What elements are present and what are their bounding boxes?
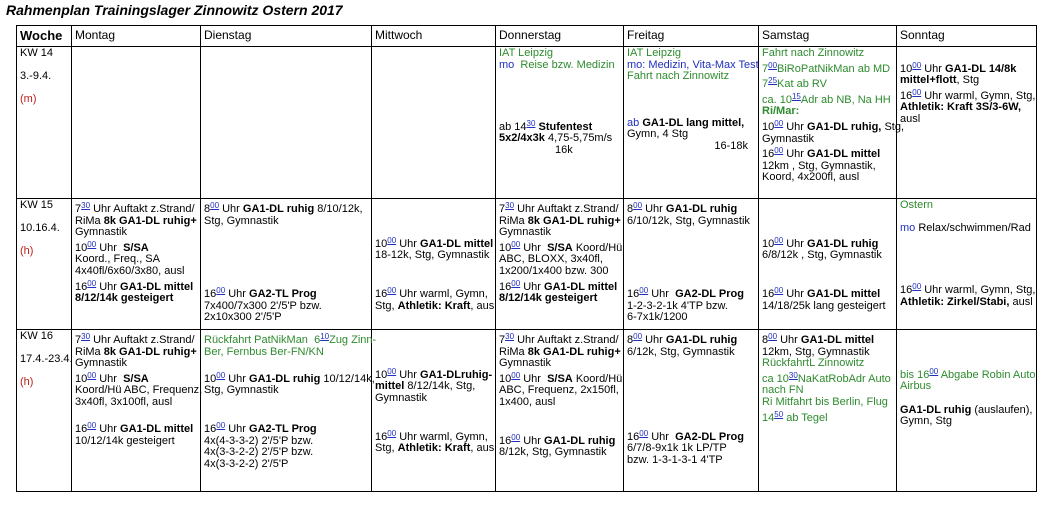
- cell-line: mo: [900, 222, 916, 235]
- cell-line: 00: [929, 366, 939, 376]
- cell-line: 2x10x300 2'/5'P: [204, 311, 282, 324]
- cell-line: Fahrt nach Zinnowitz: [762, 47, 865, 59]
- cell-line: Gymnastik: [75, 226, 127, 239]
- cell-sonntag: [897, 330, 1037, 492]
- cell-line: 16k: [555, 143, 573, 156]
- cell-line: RiMa: [75, 345, 101, 358]
- cell-line: 00: [768, 332, 778, 341]
- cell-line: Uhr: [780, 334, 798, 346]
- cell-montag: [72, 199, 201, 330]
- cell-line: Uhr: [399, 368, 417, 381]
- cell-line: GA1-DL ruhig: [242, 203, 315, 215]
- cell-line: GA1-DL ruhig: [807, 237, 879, 250]
- cell-line: Ostern: [900, 199, 934, 211]
- cell-line: GA1-DL mittel: [807, 148, 881, 161]
- cell-line: S/SA: [123, 372, 149, 385]
- cell-mittwoch: [372, 199, 496, 330]
- cell-line: 10: [75, 241, 88, 254]
- week-label: KW 14: [20, 47, 54, 59]
- cell-line: 8/12k, Stg, Gymnastik: [499, 446, 607, 459]
- cell-line: 1x400, ausl: [499, 395, 556, 408]
- cell-line: 10: [900, 62, 913, 75]
- cell-line: 16: [204, 288, 217, 301]
- cell-sonntag: [897, 47, 1037, 199]
- cell-line: 00: [774, 286, 784, 296]
- cell-line: mo: [499, 58, 515, 71]
- cell-line: , ausl: [470, 299, 497, 312]
- cell-line: 00: [387, 428, 397, 438]
- cell-line: GA1-DL ruhig: [665, 203, 738, 215]
- cell-line: 4x(3-3-2-2) 2'/5'P: [204, 457, 289, 470]
- week-dates: 10.16.4.: [20, 222, 60, 235]
- cell-line: ab: [627, 116, 640, 129]
- table-row: [17, 47, 1037, 199]
- cell-line: Uhr: [651, 288, 669, 301]
- cell-line: 00: [216, 286, 226, 296]
- cell-line: Gymnastik: [75, 357, 127, 370]
- cell-line: 30: [526, 118, 536, 128]
- cell-line: 7x400/7x300 2'/5'P bzw.: [204, 299, 322, 312]
- cell-line: 8k GA1-DL ruhig+: [527, 214, 621, 227]
- cell-line: 1x200/1x400 bzw. 300: [499, 264, 609, 277]
- cell-line: 16: [375, 288, 388, 301]
- cell-line: 00: [87, 239, 97, 249]
- cell-line: 16: [900, 284, 913, 297]
- cell-line: 4x40fl/6x60/3x80, ausl: [75, 264, 185, 277]
- cell-line: GA2-TL Prog: [249, 423, 317, 436]
- week-dates: 3.-9.4.: [20, 70, 52, 83]
- cell-samstag: [759, 47, 905, 199]
- cell-line: ABC, BLOXX, 3x40fl,: [499, 253, 603, 266]
- cell-line: (auslaufen),: [974, 403, 1033, 416]
- cell-line: 16: [75, 423, 88, 436]
- cell-line: 16: [762, 288, 775, 301]
- cell-line: S/SA: [123, 241, 149, 254]
- cell-line: Fahrt nach Zinnowitz: [627, 70, 730, 83]
- training-plan-table: [16, 25, 1037, 492]
- cell-line: ab Tegel: [786, 411, 828, 424]
- cell-line: 30: [788, 370, 798, 380]
- cell-line: 10: [204, 372, 217, 385]
- cell-line: 7: [762, 62, 769, 75]
- cell-line: 10: [75, 372, 88, 385]
- cell-line: Zug Zinn-: [329, 334, 377, 346]
- cell-line: GA1-DL 14/8k: [945, 62, 1017, 75]
- cell-line: 8k GA1-DL ruhig+: [103, 214, 197, 227]
- cell-line: Uhr: [523, 241, 541, 254]
- cell-line: 00: [387, 366, 397, 376]
- cell-line: Reise bzw. Medizin: [520, 58, 615, 71]
- cell-line: Uhr: [99, 241, 117, 254]
- cell-line: Koord/Hü ABC, Frequenz,: [75, 384, 203, 397]
- cell-line: IAT Leipzig: [627, 47, 682, 59]
- cell-line: 8: [627, 203, 634, 215]
- cell-samstag: [759, 199, 897, 330]
- cell-mittwoch: [372, 330, 496, 492]
- header-row: [17, 26, 1037, 47]
- cell-line: 00: [87, 421, 97, 431]
- cell-line: 14: [762, 411, 775, 424]
- cell-line: S/SA: [547, 241, 573, 254]
- cell-line: 00: [511, 432, 521, 442]
- cell-line: Airbus: [900, 380, 932, 393]
- cell-line: 1-2-3-2-1k 4'TP bzw.: [627, 299, 728, 312]
- cell-line: GA1-DL ruhig: [665, 334, 738, 346]
- cell-line: Gymn, Stg: [900, 415, 952, 428]
- cell-line: 16: [375, 430, 388, 443]
- cell-line: Athletik: Kraft: [397, 299, 471, 312]
- cell-line: 6/10/12k, Stg, Gymnastik: [627, 214, 750, 227]
- cell-line: Uhr warml, Gymn, Stg,: [924, 284, 1036, 297]
- cell-line: Uhr: [786, 148, 804, 161]
- cell-line: 10: [375, 237, 388, 250]
- cell-mittwoch: [372, 47, 496, 199]
- cell-dienstag: [201, 199, 372, 330]
- cell-freitag: [624, 330, 759, 492]
- cell-line: Uhr: [645, 334, 663, 346]
- cell-line: 15: [791, 91, 801, 101]
- cell-line: Relax/schwimmen/Rad: [918, 222, 1031, 235]
- cell-line: Uhr Auftakt z.Strand/: [93, 334, 195, 346]
- week-cell: [17, 47, 72, 199]
- cell-line: Kat ab RV: [777, 78, 827, 91]
- cell-donnerstag: [496, 330, 624, 492]
- cell-line: 00: [87, 278, 97, 288]
- cell-line: 00: [912, 87, 922, 97]
- cell-line: NaKatRobAdr Auto: [797, 372, 891, 385]
- cell-line: GA1-DL ruhig: [249, 372, 321, 385]
- cell-line: RiMa: [499, 214, 525, 227]
- cell-freitag: [624, 199, 759, 330]
- cell-line: Uhr: [99, 280, 117, 293]
- cell-line: Uhr: [523, 372, 541, 385]
- cell-line: 8: [762, 334, 769, 346]
- cell-line: 4,75-5,75m/s: [547, 132, 613, 145]
- cell-line: nach FN: [762, 384, 804, 397]
- cell-line: Medizin,: [648, 58, 690, 71]
- cell-line: 00: [633, 332, 643, 341]
- cell-line: ausl: [1012, 295, 1033, 308]
- cell-line: BiRoPatNikMan ab MD: [777, 62, 891, 75]
- cell-line: 4x(3-3-2-2) 2'/5'P bzw.: [204, 446, 314, 459]
- cell-line: 3x40fl, 3x100fl, ausl: [75, 395, 173, 408]
- cell-line: , ausl: [470, 442, 497, 455]
- week-label: KW 16: [20, 330, 54, 342]
- cell-line: 16: [627, 430, 640, 443]
- cell-line: 16: [627, 288, 640, 301]
- header-montag: Montag: [72, 26, 201, 47]
- week-mark: (h): [20, 376, 34, 389]
- cell-line: , Stg: [956, 74, 980, 87]
- cell-line: Uhr: [99, 372, 117, 385]
- cell-line: Uhr Auftakt z.Strand/: [517, 334, 619, 346]
- cell-line: Uhr: [523, 280, 541, 293]
- cell-line: 8: [627, 334, 634, 346]
- cell-line: 50: [774, 409, 784, 419]
- cell-line: Uhr warml, Gymn,: [399, 430, 488, 443]
- cell-montag: [72, 330, 201, 492]
- cell-line: Gymnastik: [499, 226, 551, 239]
- cell-line: GA1-DL mittel: [120, 280, 194, 293]
- cell-line: bis 16: [900, 368, 930, 381]
- cell-line: Gymn, 4 Stg: [627, 128, 689, 141]
- cell-line: 00: [387, 286, 397, 296]
- cell-line: 8/12/14k gesteigert: [499, 292, 598, 305]
- cell-line: Uhr: [786, 120, 804, 133]
- header-samstag: Samstag: [759, 26, 897, 47]
- cell-line: GA2-TL Prog: [249, 288, 317, 301]
- cell-line: 00: [210, 201, 220, 210]
- header-sonntag: Sonntag: [897, 26, 1037, 47]
- cell-line: GA2-DL Prog: [675, 288, 744, 301]
- cell-line: 8/12/14k, Stg,: [407, 380, 476, 393]
- cell-line: Uhr: [228, 288, 246, 301]
- cell-line: 00: [87, 370, 97, 380]
- cell-line: 10/12/14k,: [323, 372, 375, 385]
- cell-line: Uhr: [99, 423, 117, 436]
- cell-line: 16: [499, 434, 512, 447]
- cell-line: GA1-DL lang mittel,: [642, 116, 745, 129]
- cell-line: Abgabe Robin Auto: [940, 368, 1036, 381]
- cell-line: 14/18/25k lang gesteigert: [762, 299, 886, 312]
- cell-line: 00: [774, 235, 784, 245]
- cell-line: 10: [762, 120, 775, 133]
- cell-line: 7: [762, 78, 769, 91]
- cell-line: Uhr: [228, 372, 246, 385]
- cell-dienstag: [201, 330, 377, 492]
- cell-line: Koord/Hü: [575, 241, 623, 254]
- cell-line: RückfahrtL Zinnowitz: [762, 357, 865, 370]
- cell-line: 7: [499, 203, 506, 215]
- cell-line: Uhr: [924, 62, 942, 75]
- cell-line: Vita-Max Test: [692, 58, 759, 71]
- cell-line: 6/12k, Stg, Gymnastik: [627, 345, 735, 358]
- cell-line: Uhr: [651, 430, 669, 443]
- header-mittwoch: Mittwoch: [372, 26, 496, 47]
- cell-line: Uhr: [645, 203, 663, 215]
- cell-line: Uhr Auftakt z.Strand/: [517, 203, 619, 215]
- cell-line: 00: [511, 278, 521, 288]
- cell-line: 16-18k: [714, 139, 748, 152]
- cell-line: Athletik: Zirkel/Stabi,: [900, 295, 1010, 308]
- cell-line: Uhr: [786, 237, 804, 250]
- cell-line: Uhr warml, Gymn,: [399, 288, 488, 301]
- cell-line: ABC, Frequenz, 2x150fl,: [499, 384, 619, 397]
- cell-donnerstag: [496, 199, 624, 330]
- cell-line: 10: [320, 332, 330, 341]
- cell-line: GA1-DL mittel: [420, 237, 494, 250]
- cell-line: 7: [75, 203, 82, 215]
- cell-line: Uhr: [523, 434, 541, 447]
- cell-line: Stg,: [375, 299, 395, 312]
- cell-samstag: [759, 330, 897, 492]
- header-freitag: Freitag: [624, 26, 759, 47]
- cell-line: 00: [633, 201, 643, 210]
- cell-line: 30: [505, 201, 515, 210]
- week-dates: 17.4.-23.4.: [20, 353, 73, 366]
- cell-line: GA1-DL mittel: [544, 280, 618, 293]
- cell-line: bzw. 1-3-1-3-1 4'TP: [627, 453, 723, 466]
- cell-line: ca. 10: [762, 93, 792, 106]
- cell-line: Gymnastik: [375, 391, 427, 404]
- cell-line: Uhr warml, Gymn, Stg,: [924, 89, 1036, 102]
- cell-line: Ber, Fernbus Ber-FN/KN: [204, 345, 324, 358]
- week-cell: [17, 330, 72, 492]
- cell-line: ausl: [900, 112, 921, 125]
- header-dienstag: Dienstag: [201, 26, 372, 47]
- cell-line: 00: [639, 286, 649, 296]
- cell-line: 7: [499, 334, 506, 346]
- cell-line: 8k GA1-DL ruhig+: [527, 345, 621, 358]
- cell-line: 10/12/14k gesteigert: [75, 434, 175, 447]
- cell-line: 16: [900, 89, 913, 102]
- cell-line: 12km, Stg, Gymnastik: [762, 345, 870, 358]
- cell-line: ca 10: [762, 372, 789, 385]
- cell-line: 4x(4-3-3-2) 2'/5'P bzw.: [204, 434, 314, 447]
- cell-line: 10: [375, 368, 388, 381]
- cell-line: IAT Leipzig: [499, 47, 554, 59]
- cell-line: 00: [639, 428, 649, 438]
- cell-line: Uhr: [222, 203, 240, 215]
- cell-line: Ri Mitfahrt bis Berlin, Flug: [762, 395, 888, 408]
- cell-line: 30: [505, 332, 515, 341]
- cell-line: 00: [912, 60, 922, 70]
- cell-line: 16: [499, 280, 512, 293]
- page-title: Rahmenplan Trainingslager Zinnowitz Ostern 2017: [6, 2, 343, 18]
- header-woche: Woche: [17, 26, 72, 47]
- cell-line: Stg, Gymnastik: [204, 214, 279, 227]
- cell-line: 00: [774, 146, 784, 156]
- cell-line: 00: [768, 60, 778, 70]
- cell-line: Koord/Hü: [575, 372, 623, 385]
- cell-line: 12km , Stg, Gymnastik,: [762, 159, 876, 172]
- cell-line: 5x2/4x3k: [499, 132, 545, 145]
- header-donnerstag: Donnerstag: [496, 26, 624, 47]
- cell-line: Adr ab NB, Na HH: [800, 93, 891, 106]
- table-row: [17, 330, 1037, 492]
- cell-line: 00: [216, 370, 226, 380]
- cell-line: 00: [912, 282, 922, 292]
- cell-line: 8: [204, 203, 211, 215]
- cell-line: 8/12/14k gesteigert: [75, 292, 174, 305]
- cell-line: GA1-DL mittel: [800, 334, 875, 346]
- cell-line: Stufentest: [538, 120, 593, 133]
- cell-line: GA1-DL ruhig: [544, 434, 616, 447]
- cell-line: GA1-DL ruhig,: [807, 120, 882, 133]
- cell-line: 8/10/12k,: [317, 203, 363, 215]
- cell-line: Koord., Freq., SA: [75, 253, 160, 266]
- cell-line: 7: [75, 334, 82, 346]
- cell-line: GA1-DLruhig-: [420, 368, 493, 381]
- cell-sonntag: [897, 199, 1037, 330]
- week-label: KW 15: [20, 199, 54, 211]
- cell-line: mittel: [375, 380, 405, 393]
- cell-line: 6/7/8-9x1k 1k LP/TP: [627, 442, 727, 455]
- cell-line: Rückfahrt PatNikMan: [204, 334, 308, 346]
- cell-line: Koord, 4x200fl, ausl: [762, 171, 860, 184]
- cell-line: Uhr: [786, 288, 804, 301]
- cell-line: Uhr: [228, 423, 246, 436]
- cell-line: Stg, Gymnastik: [204, 384, 279, 397]
- cell-line: Stg,: [375, 442, 395, 455]
- cell-line: 00: [774, 118, 784, 128]
- cell-line: 6/8/12k , Stg, Gymnastik: [762, 249, 882, 262]
- cell-line: 00: [216, 421, 226, 431]
- cell-freitag: [624, 47, 759, 199]
- cell-line: Gymnastik: [499, 357, 551, 370]
- cell-line: S/SA: [547, 372, 573, 385]
- cell-line: 00: [387, 235, 397, 245]
- cell-line: 30: [81, 201, 91, 210]
- cell-line: 00: [511, 370, 521, 380]
- cell-line: 30: [81, 332, 91, 341]
- cell-line: 18-12k, Stg, Gymnastik: [375, 249, 490, 262]
- cell-line: Athletik: Kraft: [397, 442, 471, 455]
- cell-line: 00: [511, 239, 521, 249]
- cell-line: 16: [762, 148, 775, 161]
- cell-line: Ri/Mar:: [762, 105, 800, 118]
- cell-line: RiMa: [499, 345, 525, 358]
- cell-line: mo:: [627, 58, 646, 71]
- cell-line: RiMa: [75, 214, 101, 227]
- cell-line: mittel+flott: [900, 74, 957, 87]
- cell-line: 10: [499, 372, 512, 385]
- cell-line: Gymnastik: [762, 132, 814, 145]
- cell-line: GA2-DL Prog: [675, 430, 744, 443]
- cell-line: 6-7x1k/1200: [627, 311, 688, 324]
- cell-line: 10: [499, 241, 512, 254]
- week-mark: (m): [20, 93, 37, 106]
- cell-donnerstag: [496, 47, 624, 199]
- cell-line: Athletik: Kraft 3S/3-6W,: [900, 101, 1022, 114]
- cell-line: GA1-DL mittel: [120, 423, 194, 436]
- cell-line: 16: [75, 280, 88, 293]
- cell-line: 8k GA1-DL ruhig+: [103, 345, 197, 358]
- cell-line: 16: [204, 423, 217, 436]
- cell-line: 25: [768, 76, 778, 86]
- cell-line: Uhr: [399, 237, 417, 250]
- cell-line: 6: [314, 334, 321, 346]
- week-mark: (h): [20, 245, 34, 258]
- cell-line: GA1-DL mittel: [807, 288, 881, 301]
- cell-line: Uhr Auftakt z.Strand/: [93, 203, 195, 215]
- cell-line: Stg,: [884, 120, 905, 133]
- week-cell: [17, 199, 72, 330]
- cell-line: ab 14: [499, 120, 527, 133]
- cell-line: 10: [762, 237, 775, 250]
- cell-dienstag: [201, 47, 372, 199]
- cell-line: GA1-DL ruhig: [900, 403, 972, 416]
- cell-montag: [72, 47, 201, 199]
- table-row: [17, 199, 1037, 330]
